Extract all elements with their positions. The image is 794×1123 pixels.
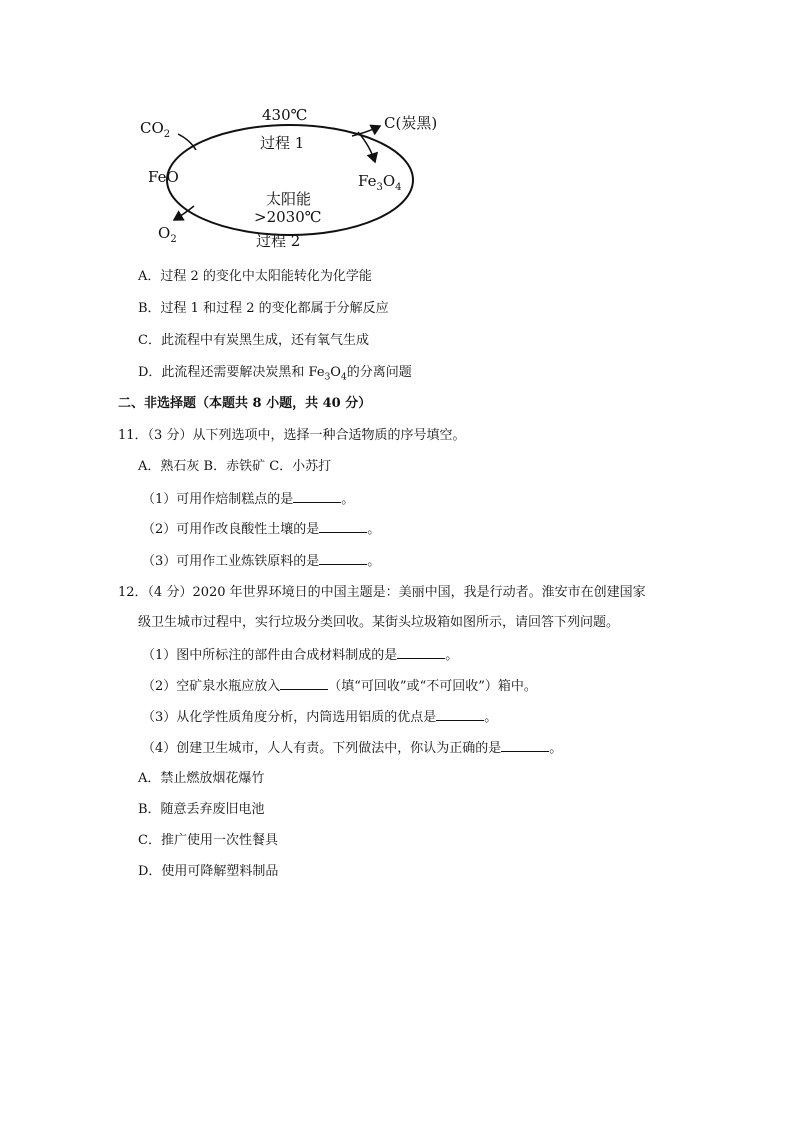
- q12-sub4-text: （4）创建卫生城市，人人有责。下列做法中，你认为正确的是: [142, 741, 502, 756]
- q11-blank3[interactable]: [319, 552, 367, 565]
- q12-blank2[interactable]: [280, 677, 328, 690]
- solar-label: 太阳能: [266, 190, 312, 208]
- q11-sub3-end: 。: [367, 554, 381, 569]
- q11-sub2-end: 。: [367, 522, 381, 537]
- q12-option-a: A．禁止燃放烟花爆竹: [138, 771, 265, 786]
- q11-blank2[interactable]: [319, 520, 367, 533]
- q12-blank4[interactable]: [501, 739, 549, 752]
- q11-blank1[interactable]: [293, 490, 341, 503]
- q12-sub3-end: 。: [484, 710, 498, 725]
- q11-sub1-text: （1）可用作焙制糕点的是: [142, 492, 294, 507]
- process2-label: 过程 2: [256, 232, 301, 250]
- q12-blank3[interactable]: [436, 708, 484, 721]
- q12-sub1-end: 。: [445, 648, 459, 663]
- q12-sub4: [142, 739, 562, 758]
- q12-sub3: [142, 708, 497, 727]
- q11-options: A．熟石灰 B．赤铁矿 C．小苏打: [138, 459, 332, 474]
- q11-sub2-text: （2）可用作改良酸性土壤的是: [142, 522, 320, 537]
- process1-label: 过程 1: [260, 134, 305, 152]
- q12-stem-line2: 级卫生城市过程中，实行垃圾分类回收。某街头垃圾箱如图所示，请回答下列问题。: [138, 615, 620, 630]
- q12-sub2: [142, 677, 537, 696]
- q10-option-d: [138, 364, 412, 382]
- q10-option-b: B．过程 1 和过程 2 的变化都属于分解反应: [138, 301, 389, 316]
- feo-label: FeO: [148, 168, 179, 186]
- q11-sub3: [142, 552, 380, 571]
- q10-option-a: A．过程 2 的变化中太阳能转化为化学能: [138, 269, 372, 284]
- q12-option-c: C．推广使用一次性餐具: [138, 833, 278, 848]
- q12-option-b: B．随意丢弃废旧电池: [138, 802, 265, 817]
- q12-option-d: D．使用可降解塑料制品: [138, 864, 279, 879]
- reaction-cycle-diagram: [130, 100, 470, 256]
- co2-label: $CO_2$: [140, 119, 171, 140]
- q12-sub4-end: 。: [549, 741, 563, 756]
- q11-stem: 11．（3 分）从下列选项中，选择一种合适物质的序号填空。: [118, 428, 466, 443]
- section2-title: 二、非选择题（本题共 8 小题，共 40 分）: [118, 396, 372, 411]
- q12-sub2-post: （填“可回收”或“不可回收”）箱中。: [328, 679, 537, 694]
- q10-option-d-post: 的分离问题: [346, 365, 412, 380]
- q11-sub1: [142, 490, 354, 509]
- carbon-arrow: [352, 126, 380, 136]
- q12-sub1: [142, 646, 458, 665]
- bottom-temperature: >2030℃: [254, 208, 322, 226]
- q10-sub-4: 4: [340, 372, 347, 383]
- o2-label: $O_2$: [158, 224, 177, 245]
- q12-blank1[interactable]: [397, 646, 445, 659]
- q11-sub3-text: （3）可用作工业炼铁原料的是: [142, 554, 320, 569]
- carbon-label: C(炭黑): [384, 114, 438, 132]
- q12-sub1-text: （1）图中所标注的部件由合成材料制成的是: [142, 648, 398, 663]
- q12-stem-line1: 12．（4 分）2020 年世界环境日的中国主题是：美丽中国，我是行动者。淮安市在创建国家: [118, 585, 646, 600]
- co2-arrow: [178, 134, 196, 150]
- q12-sub2-pre: （2）空矿泉水瓶应放入: [142, 679, 281, 694]
- q12-sub3-text: （3）从化学性质角度分析，内筒选用铝质的优点是: [142, 710, 437, 725]
- fe3o4-label: $Fe_3O_4$: [358, 172, 402, 193]
- q11-sub1-end: 。: [341, 492, 355, 507]
- q11-sub2: [142, 520, 380, 539]
- q10-option-c: C．此流程中有炭黑生成，还有氧气生成: [138, 333, 369, 348]
- q10-option-d-pre: D．此流程还需要解决炭黑和 Fe: [138, 365, 325, 380]
- q10-option-d-o: O: [330, 365, 341, 380]
- top-temperature: 430℃: [262, 106, 308, 124]
- q10-sub-3: 3: [324, 372, 331, 383]
